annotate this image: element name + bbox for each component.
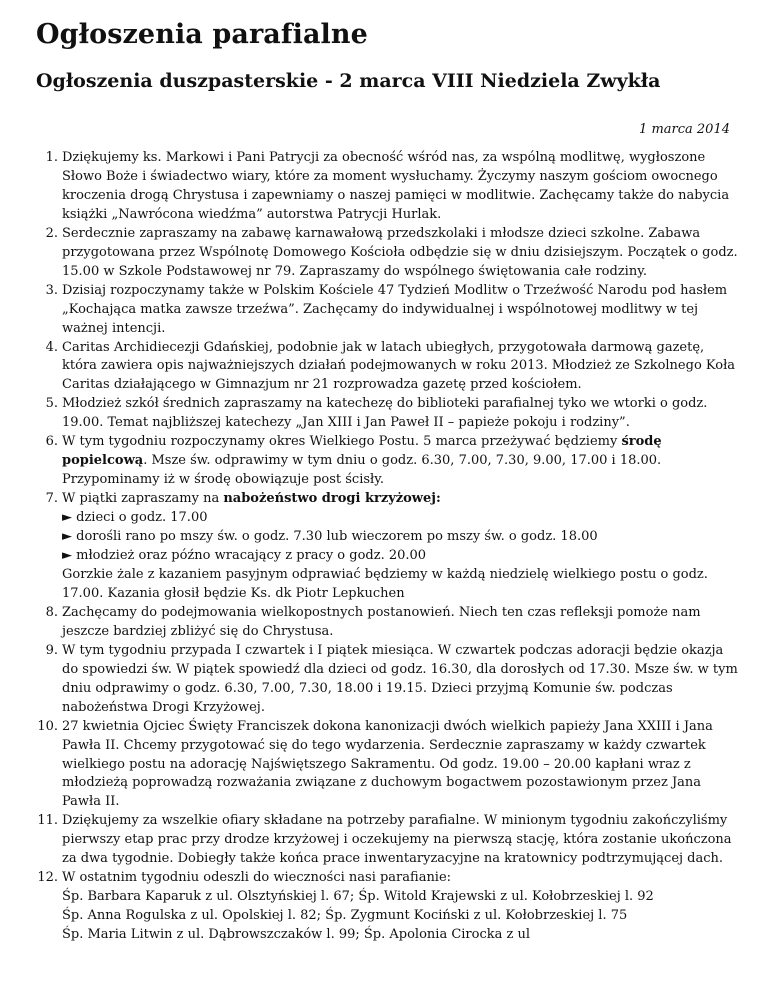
item-line: W ostatnim tygodniu odeszli do wieczności nasi parafianie: <box>62 870 452 886</box>
item-bold-text: środę <box>621 434 662 450</box>
list-item <box>45 225 738 282</box>
item-line <box>62 452 734 471</box>
list-item <box>45 339 736 396</box>
item-number: 10. <box>37 718 58 734</box>
item-line: Gorzkie żale z kazaniem pasyjnym odprawiać będziemy w każdą niedzielę wielkiego postu o godz. <box>62 566 708 582</box>
document-date: 1 marca 2014 <box>639 122 730 137</box>
item-line: nabożeństwa Drogi Krzyżowej. <box>62 699 265 715</box>
list-item <box>37 718 734 813</box>
list-item <box>45 490 734 604</box>
item-number: 12. <box>37 870 58 886</box>
item-line: Dzisiaj rozpoczynamy także w Polskim Kościele 47 Tydzień Modlitw o Trzeźwość Narodu pod hasłem <box>62 282 728 298</box>
item-line: pierwszy etap prac przy drodze krzyżowej i oczekujemy na pierwszą stację, która zostanie ukończona <box>62 832 732 848</box>
announcements-list <box>37 149 738 945</box>
item-number: 6. <box>45 434 58 450</box>
item-line: Dziękujemy za wszelkie ofiary składane na potrzeby parafialne. W minionym tygodniu zakończyliśmy <box>62 813 728 829</box>
item-line: Pawła II. <box>62 794 120 810</box>
item-line <box>62 433 734 452</box>
list-item <box>45 604 734 642</box>
item-text: W piątki zapraszamy na <box>62 491 224 507</box>
bullet-line: ► dorośli rano po mszy św. o godz. 7.30 lub wieczorem po mszy św. o godz. 18.00 <box>62 529 598 545</box>
item-line: dniu odprawimy o godz. 6.30, 7.00, 7.30, 18.00 i 19.15. Dzieci przyjmą Komunie św. podczas <box>62 680 673 696</box>
item-line: do spowiedzi św. W piątek spowiedź dla dzieci od godz. 16.30, dla dorosłych od 17.30. Msze św. w tym <box>62 661 738 677</box>
list-item <box>37 812 734 869</box>
bullet-line: ► dzieci o godz. 17.00 <box>62 510 208 526</box>
list-item <box>45 149 734 225</box>
bullet-line: ► młodzież oraz późno wracający z pracy o godz. 20.00 <box>62 548 427 564</box>
page-title: Ogłoszenia parafialne <box>36 19 368 50</box>
item-line: Śp. Maria Litwin z ul. Dąbrowszczaków l. 99; Śp. Apolonia Cirocka z ul <box>62 927 531 943</box>
item-number: 3. <box>45 282 58 298</box>
item-line: 27 kwietnia Ojciec Święty Franciszek dokona kanonizacji dwóch wielkich papieży Jana XXIII i Jana <box>62 718 713 734</box>
item-line: Młodzież szkół średnich zapraszamy na katechezę do biblioteki parafialnej tyko we wtorki o godz. <box>62 396 708 412</box>
item-line: Caritas Archidiecezji Gdańskiej, podobnie jak w latach ubiegłych, przygotowała darmową gazetę, <box>62 339 705 355</box>
item-line: „Kochająca matka zawsze trzeźwa”. Zachęcamy do indywidualnej i wspólnotowej modlitwy w tej <box>62 301 699 317</box>
item-line: książki „Nawrócona wiedźma” autorstwa Patrycji Hurlak. <box>62 206 442 222</box>
item-line: która zawiera opis najważniejszych działań podejmowanych w roku 2013. Młodzież ze Szkolnego Koła <box>62 358 736 374</box>
list-item <box>45 433 734 490</box>
item-line: kroczenia drogą Chrystusa i zapewniamy o naszej pamięci w modlitwie. Zachęcamy także do nabycia <box>62 187 730 203</box>
item-line: Serdecznie zapraszamy na zabawę karnawałową przedszkolaki i młodsze dzieci szkolne. Zabawa <box>62 225 701 241</box>
item-text: . Msze św. odprawimy w tym dniu o godz. 6.30, 7.00, 7.30, 9.00, 17.00 i 18.00. <box>143 453 662 469</box>
item-line <box>62 490 734 509</box>
item-bold-text: popielcową <box>62 453 144 469</box>
item-number: 7. <box>45 491 58 507</box>
item-number: 11. <box>37 813 58 829</box>
item-line: przygotowana przez Wspólnotę Domowego Kościoła odbędzie się w dniu dzisiejszym. Początek o godz. <box>62 244 738 260</box>
list-item <box>45 642 738 718</box>
item-line: Pawła II. Chcemy przygotować się do tego wydarzenia. Serdecznie zapraszamy w każdy czwartek <box>62 737 706 753</box>
item-number: 9. <box>45 642 58 658</box>
item-number: 8. <box>45 604 58 620</box>
item-line: 15.00 w Szkole Podstawowej nr 79. Zapraszamy do wspólnego świętowania całe rodziny. <box>62 263 647 279</box>
item-line: Przypominamy iż w środę obowiązuje post ścisły. <box>62 472 384 488</box>
item-number: 4. <box>45 339 58 355</box>
item-line: Caritas działającego w Gimnazjum nr 21 rozprowadza gazetę przed kościołem. <box>62 377 582 393</box>
page-subtitle: Ogłoszenia duszpasterskie - 2 marca VIII Niedziela Zwykła <box>36 70 661 92</box>
list-item <box>45 282 734 339</box>
item-line: W tym tygodniu przypada I czwartek i I piątek miesiąca. W czwartek podczas adoracji będzie okazja <box>62 642 724 658</box>
item-line: wielkiego postu na adorację Najświętszego Sakramentu. Od godz. 19.00 – 20.00 kapłani wraz z <box>62 756 691 772</box>
item-number: 5. <box>45 396 58 412</box>
item-bold-text: nabożeństwo drogi krzyżowej: <box>223 491 441 507</box>
item-line: Śp. Anna Rogulska z ul. Opolskiej l. 82; Śp. Zygmunt Kociński z ul. Kołobrzeskiej l. 75 <box>62 908 628 924</box>
item-line: za dwa tygodnie. Dobiegły także końca prace inwentaryzacyjne na kratownicy podtrzymującej dach. <box>62 851 724 867</box>
item-text: W tym tygodniu rozpoczynamy okres Wielkiego Postu. 5 marca przeżywać będziemy <box>62 434 622 450</box>
item-line: 19.00. Temat najbliższej katechezy „Jan XIII i Jan Paweł II – papieże pokoju i rodziny”. <box>62 415 630 431</box>
list-item <box>45 395 734 433</box>
item-line: Słowo Boże i świadectwo wiary, które za moment wysłuchamy. Życzymy naszym gościom owocnego <box>62 168 718 184</box>
item-line: młodzieżą poprowadzą rozważania związane z duchowym bogactwem pozostawionym przez Jana <box>62 775 702 791</box>
list-item <box>37 869 734 945</box>
item-line: ważnej intencji. <box>62 320 166 336</box>
item-line: jeszcze bardziej zbliżyć się do Chrystusa. <box>62 623 334 639</box>
item-line: Dziękujemy ks. Markowi i Pani Patrycji za obecność wśród nas, za wspólną modlitwę, wygłoszone <box>62 150 706 165</box>
item-number: 2. <box>45 225 58 241</box>
item-line: Zachęcamy do podejmowania wielkopostnych postanowień. Niech ten czas refleksji pomoże nam <box>62 604 701 620</box>
item-line: 17.00. Kazania głosił będzie Ks. dk Piotr Lepkuchen <box>62 585 405 601</box>
item-number: 1. <box>45 150 58 165</box>
item-line: Śp. Barbara Kaparuk z ul. Olsztyńskiej l. 67; Śp. Witold Krajewski z ul. Kołobrzeskiej l. 92 <box>62 889 654 905</box>
